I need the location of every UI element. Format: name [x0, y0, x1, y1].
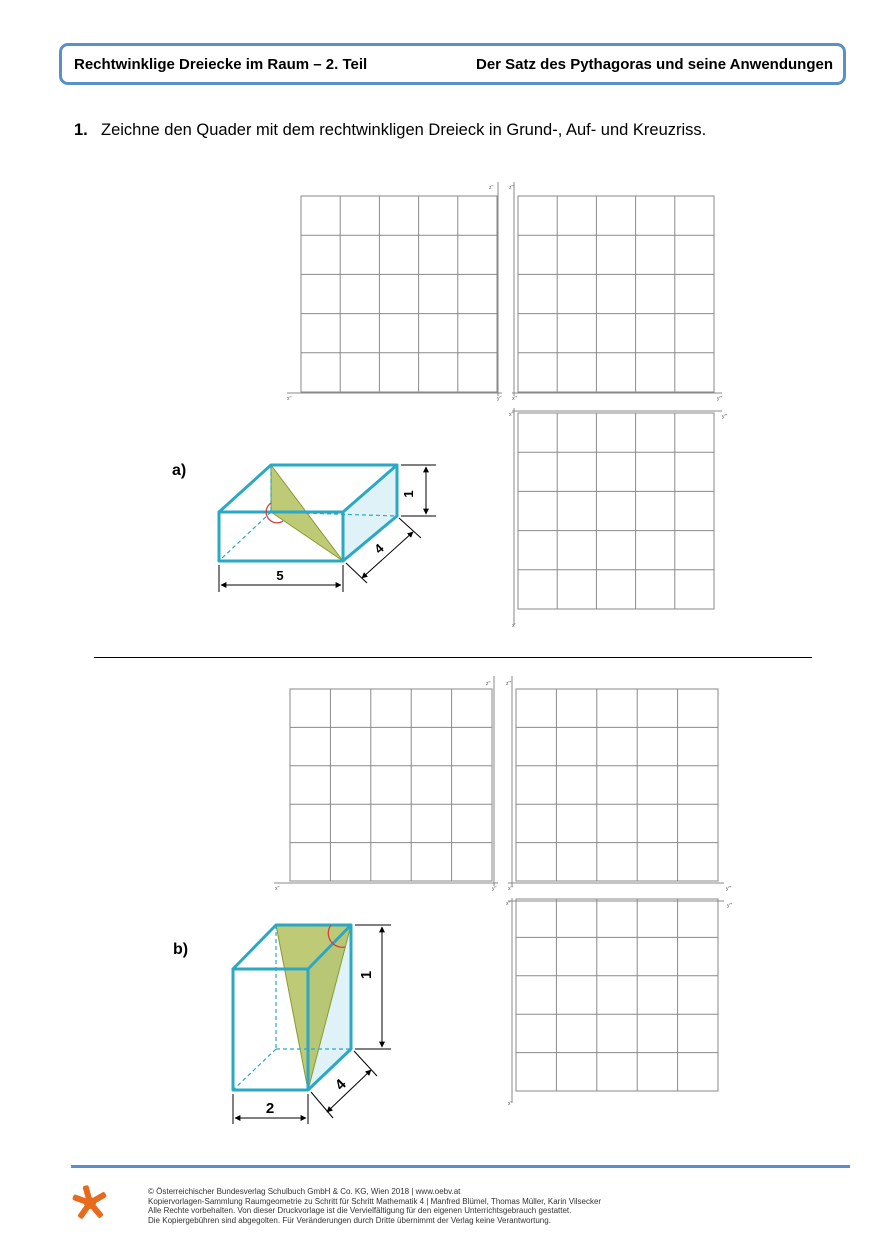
axes-a	[287, 182, 722, 625]
axis-label-z3-a: z'''	[509, 185, 515, 191]
axis-label-y3-b: y'''	[726, 886, 732, 892]
dim-label-depth-b: 4	[331, 1075, 350, 1094]
axis-label-x1-b: x'	[508, 1101, 512, 1107]
task-number: 1.	[74, 121, 88, 139]
axis-label-y2-a: y''	[497, 396, 502, 402]
axis-label-x1-a: x'	[512, 623, 516, 629]
footer-divider	[71, 1165, 850, 1168]
axis-label-z2-a: z''	[489, 185, 494, 191]
axis-label-x13-b: x'''	[508, 886, 514, 892]
dim-label-height-b: 1	[358, 970, 375, 980]
axis-label-y2-b: y''	[492, 886, 497, 892]
task-text: Zeichne den Quader mit dem rechtwinkligen Dreieck in Grund-, Auf- und Kreuzriss.	[101, 121, 707, 139]
part-b-label: b)	[173, 941, 189, 958]
grid-border	[516, 689, 718, 881]
grid-border	[518, 196, 714, 392]
grid-top-view-a	[518, 413, 714, 609]
axis-label-x12-top-b: x''	[506, 901, 511, 907]
cuboid-figure-b	[233, 925, 391, 1124]
footer-copyright	[148, 1187, 601, 1225]
axis-label-x12-b: x''	[275, 886, 280, 892]
dim-label-width-b: 2	[265, 1100, 275, 1117]
axis-label-x13-a: x'''	[512, 396, 518, 402]
axis-label-x12-a: x''	[287, 396, 292, 402]
axis-label-y3-top-a: y'''	[722, 414, 728, 420]
grid-front-view-a	[301, 196, 497, 392]
publisher-logo-icon	[70, 1183, 110, 1223]
footer-line-1: © Österreichischer Bundesverlag Schulbuch GmbH & Co. KG, Wien 2018 | www.oebv.at	[148, 1187, 461, 1196]
part-a-label: a)	[172, 462, 187, 479]
footer-line-4: Die Kopiergebühren sind abgegolten. Für Veränderungen durch Dritte übernimmt der Verlag keine Verantwortung.	[148, 1215, 551, 1225]
footer-line-3: Alle Rechte vorbehalten. Von dieser Druckvorlage ist die Vervielfältigung für den eigenen Unterrichtsgebrauch gestattet.	[148, 1206, 572, 1216]
axis-label-x12-top-a: x''	[509, 412, 514, 418]
grid-top-view-b	[516, 899, 718, 1091]
axis-label-y3-top-b: y'''	[727, 903, 733, 909]
grid-front-view-b	[290, 689, 492, 881]
grid-border	[518, 413, 714, 609]
cuboid-figure-a	[219, 465, 436, 592]
axis-label-z2-b: z''	[486, 681, 491, 687]
grid-side-view-a	[518, 196, 714, 392]
header-title-left: Rechtwinklige Dreiecke im Raum – 2. Teil	[74, 55, 368, 73]
grid-border	[290, 689, 492, 881]
dim-label-width-a: 5	[276, 568, 284, 583]
grid-side-view-b	[516, 689, 718, 881]
grid-border	[516, 899, 718, 1091]
axis-label-y3-a: y'''	[717, 396, 723, 402]
footer-line-2: Kopiervorlagen-Sammlung Raumgeometrie zu Schritt für Schritt Mathematik 4 | Manfred Blümel, Thomas Müller, Karin Vilsecker	[148, 1196, 602, 1206]
header-title-right: Der Satz des Pythagoras und seine Anwendungen	[475, 55, 833, 73]
grid-border	[301, 196, 497, 392]
dim-label-height-a: 1	[401, 490, 416, 498]
dim-label-depth-a: 4	[371, 540, 387, 557]
axis-label-z3-b: z'''	[506, 681, 512, 687]
